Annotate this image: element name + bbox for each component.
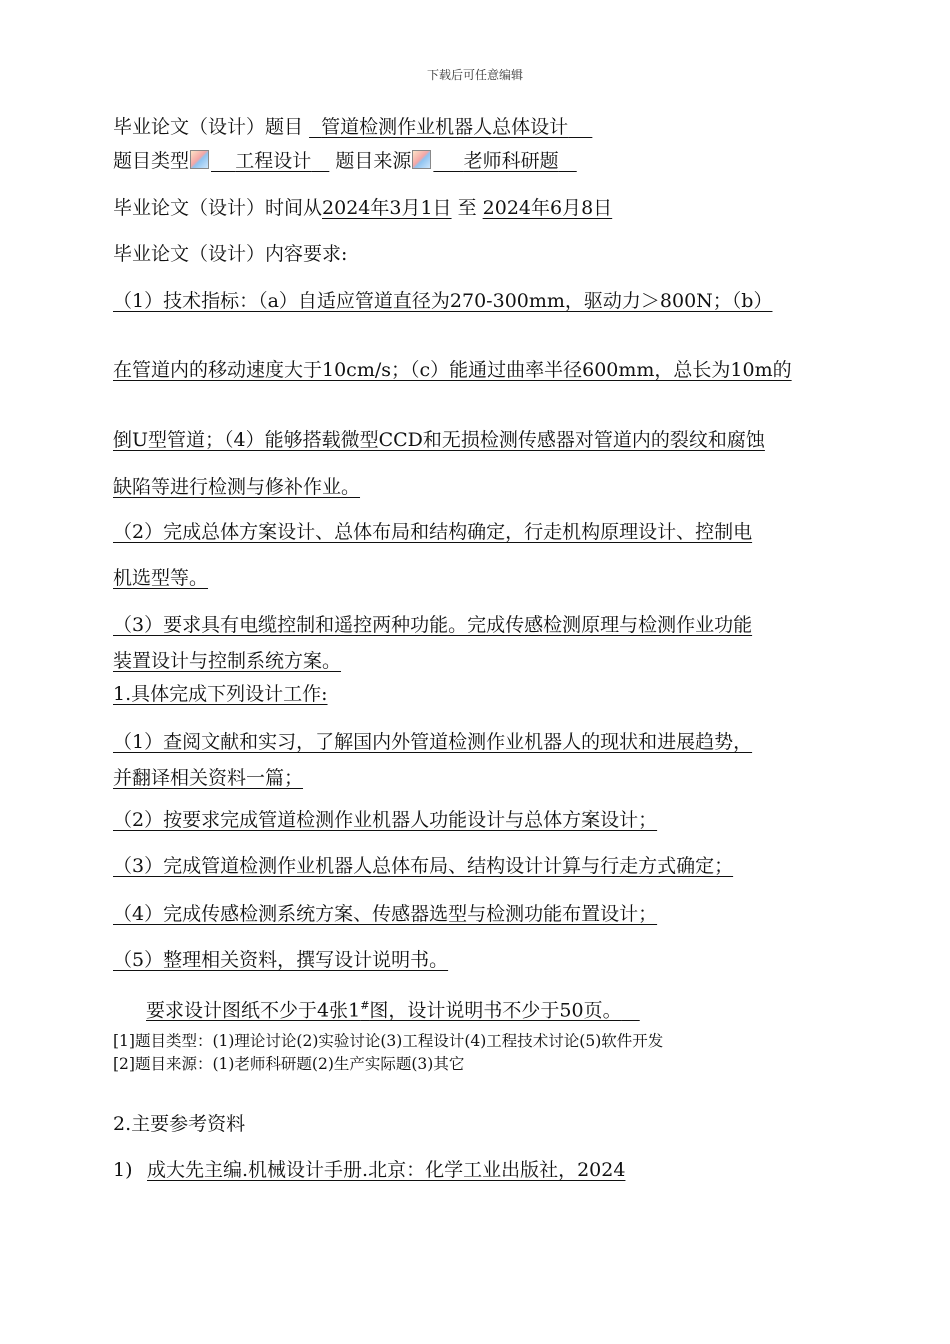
time-label: 毕业论文（设计）时间从 — [113, 197, 323, 219]
header-note: 下载后可任意编辑 — [426, 68, 523, 82]
task-line: （4）完成传感检测系统方案、传感器选型与检测功能布置设计； — [113, 903, 658, 925]
type-value: 工程设计 — [235, 150, 312, 172]
task-line: （1）查阅文献和实习，了解国内外管道检测作业机器人的现状和进展趋势， — [113, 731, 753, 753]
requirement-line: （2）完成总体方案设计、总体布局和结构确定，行走机构原理设计、控制电 — [113, 521, 753, 543]
task-line: （2）按要求完成管道检测作业机器人功能设计与总体方案设计； — [113, 809, 658, 831]
tasks-heading: 1.具体完成下列设计工作: — [113, 683, 328, 705]
time-end: 2024年6月8日 — [482, 197, 613, 219]
requirement-line: 在管道内的移动速度大于10cm/s；（c）能通过曲率半径600mm，总长为10m的 — [113, 359, 792, 381]
broken-image-icon — [190, 150, 209, 169]
task-line: （5）整理相关资料，撰写设计说明书。 — [113, 949, 449, 971]
drawing-requirement: 要求设计图纸不少于4张1#图，设计说明书不少于50页。 — [146, 999, 622, 1022]
time-to: 至 — [457, 197, 477, 219]
requirement-line: 缺陷等进行检测与修补作业。 — [113, 476, 361, 498]
time-row — [113, 195, 612, 221]
requirement-line: 机选型等。 — [113, 567, 209, 589]
content-label: 毕业论文（设计）内容要求: — [113, 243, 348, 265]
note-topic-type: [1]题目类型：(1)理论讨论(2)实验讨论(3)工程设计(4)工程技术讨论(5)软件开发 — [113, 1032, 664, 1050]
reference-number: 1) — [113, 1159, 133, 1181]
source-value: 老师科研题 — [463, 150, 559, 172]
broken-image-icon — [412, 150, 431, 169]
reference-text: 成大先主编.机械设计手册.北京：化学工业出版社，2024 — [147, 1159, 626, 1181]
task-line: （3）完成管道检测作业机器人总体布局、结构设计计算与行走方式确定； — [113, 855, 734, 877]
type-label: 题目类型 — [113, 150, 190, 172]
task-line: 并翻译相关资料一篇； — [113, 767, 304, 789]
requirement-line: （3）要求具有电缆控制和遥控两种功能。完成传感检测原理与检测作业功能 — [113, 614, 753, 636]
title-row — [113, 114, 592, 140]
requirement-line: （1）技术指标：（a）自适应管道直径为270-300mm，驱动力＞800N；（b） — [113, 290, 773, 312]
type-source-row — [113, 148, 577, 174]
reference-item — [113, 1157, 625, 1183]
title-value: 管道检测作业机器人总体设计 — [321, 116, 569, 138]
references-heading: 2.主要参考资料 — [113, 1113, 246, 1135]
source-label: 题目来源 — [335, 150, 412, 172]
title-label: 毕业论文（设计）题目 — [113, 116, 304, 138]
note-topic-source: [2]题目来源：(1)老师科研题(2)生产实际题(3)其它 — [113, 1055, 465, 1073]
time-start: 2024年3月1日 — [322, 197, 452, 219]
requirement-line: 装置设计与控制系统方案。 — [113, 650, 342, 672]
requirement-line: 倒U型管道；（4）能够搭载微型CCD和无损检测传感器对管道内的裂纹和腐蚀 — [113, 429, 765, 451]
